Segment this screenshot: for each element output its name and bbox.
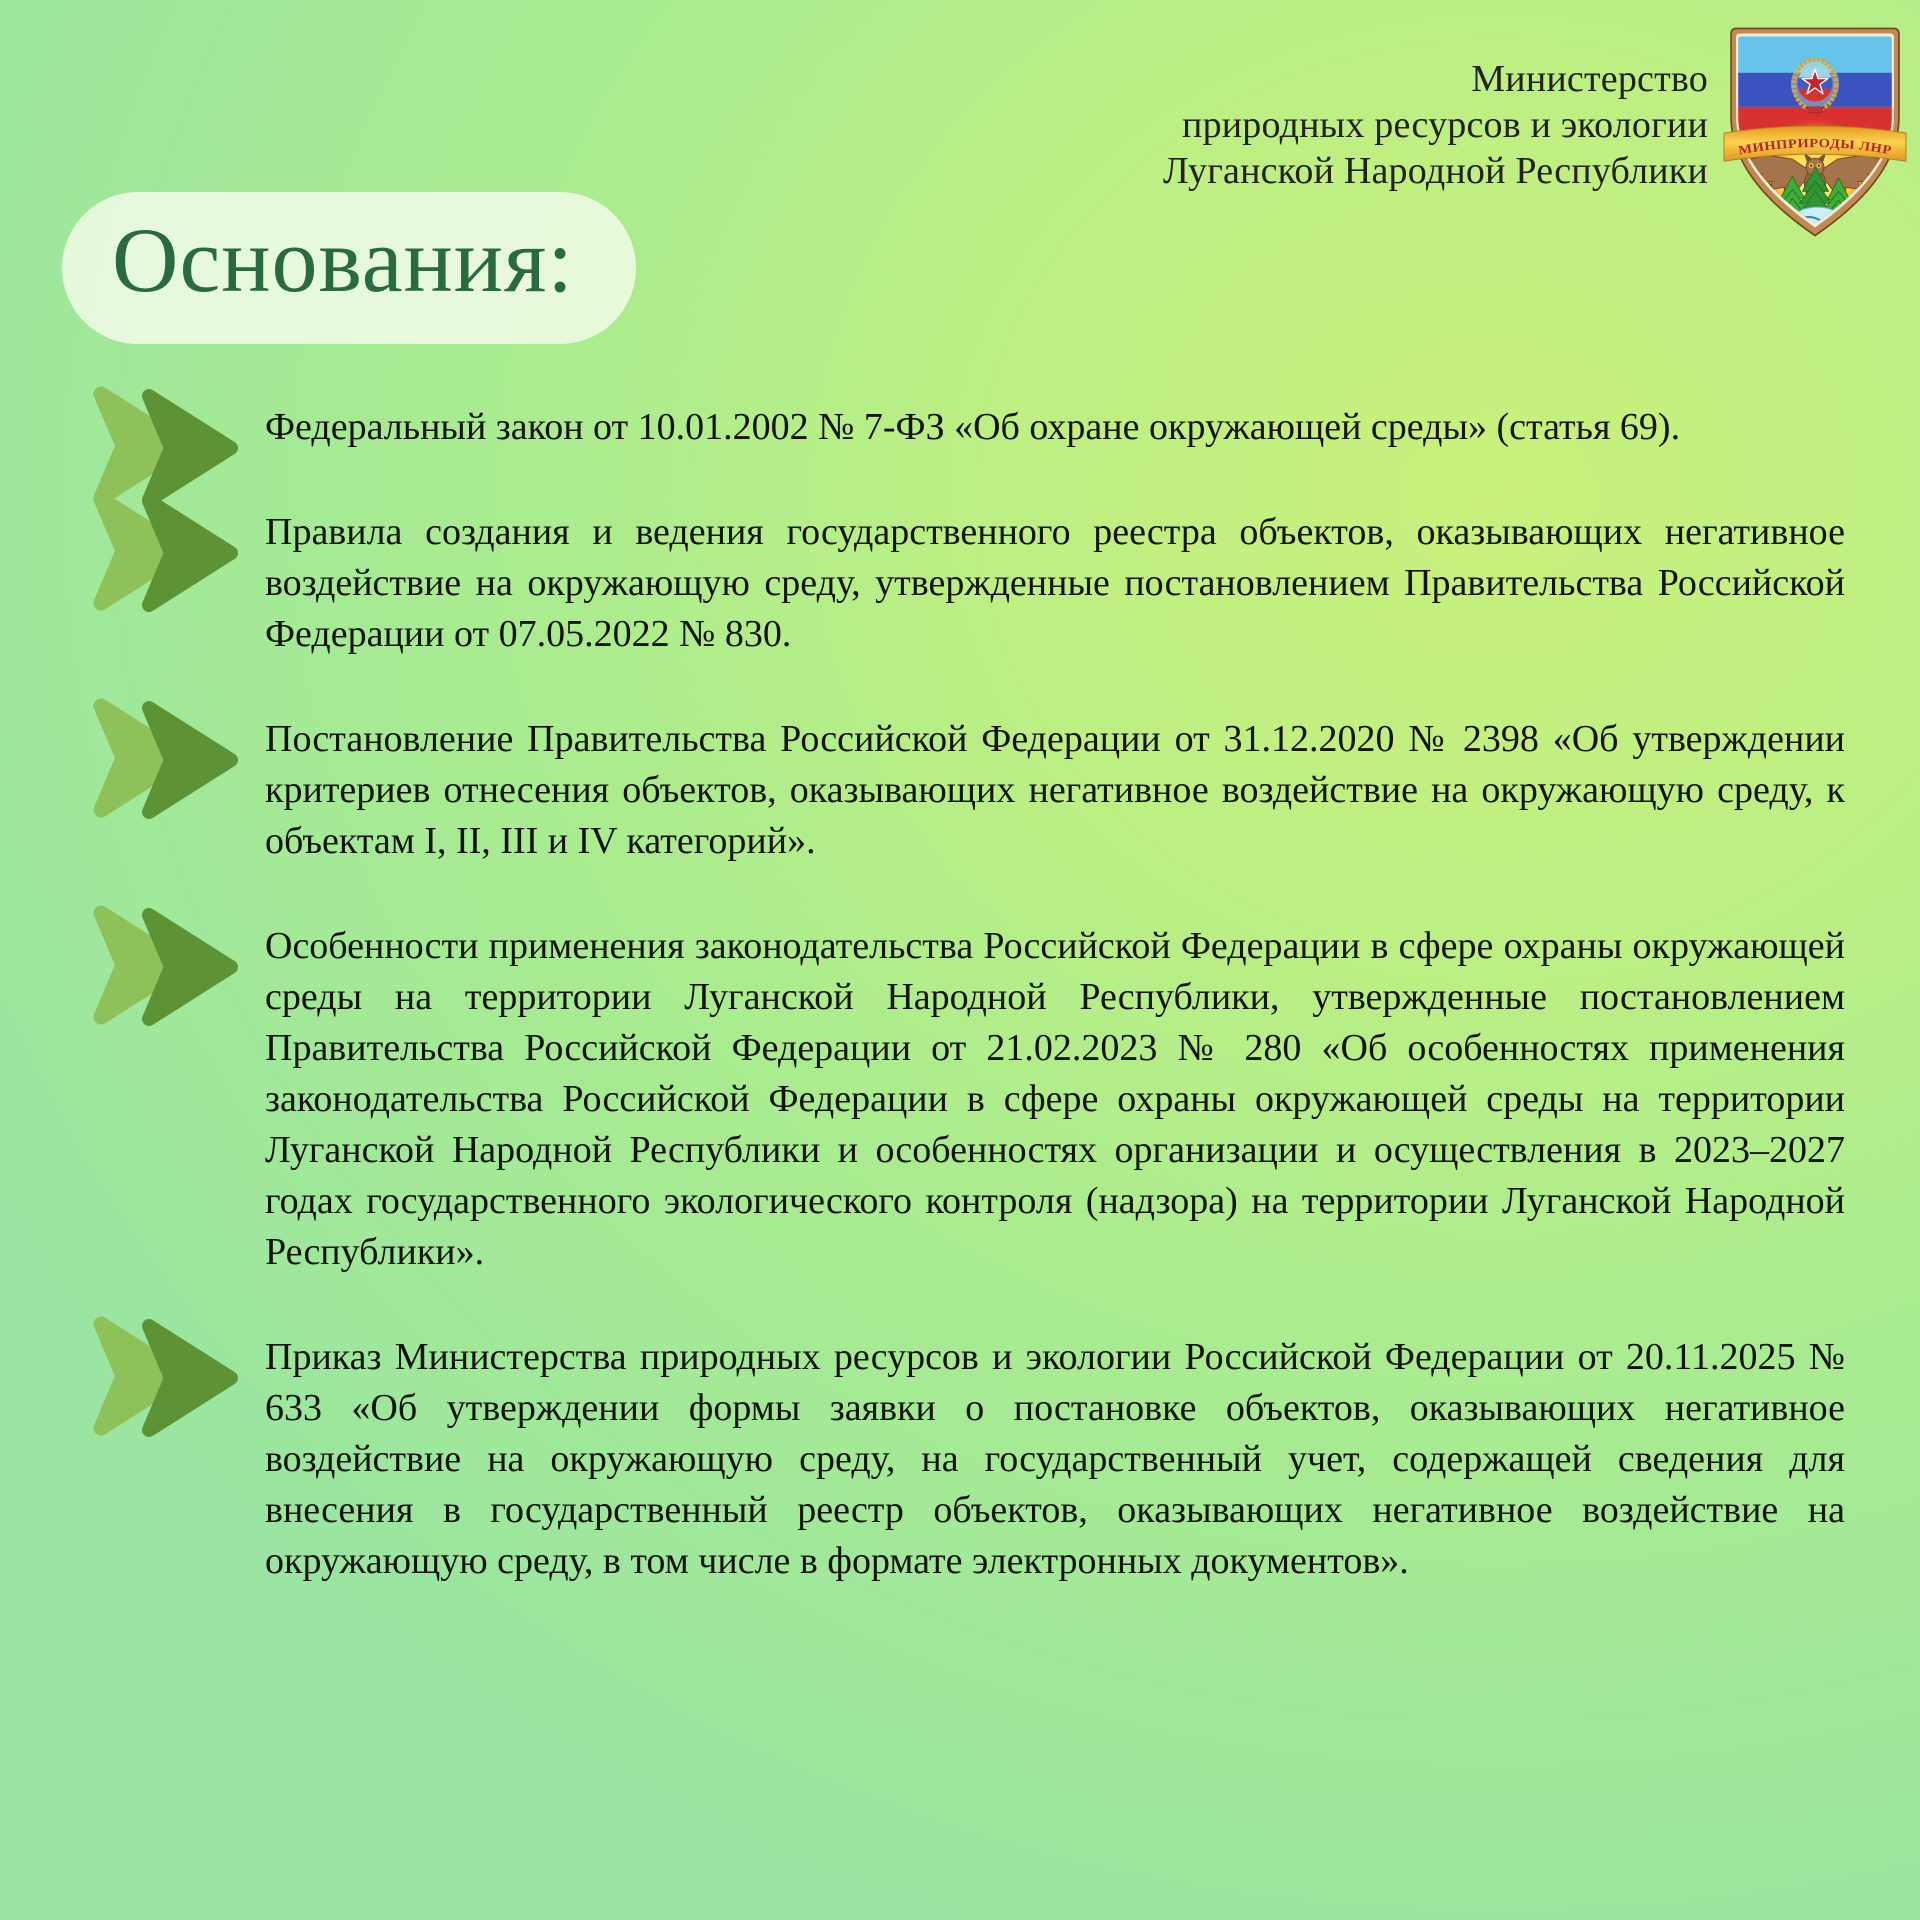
list-item-text: Федеральный закон от 10.01.2002 № 7-ФЗ «Об охране окружающей среды» (статья 69).: [265, 406, 1681, 448]
ministry-name-line3: Луганской Народной Республики: [1163, 150, 1708, 192]
double-chevron-right-icon: [85, 694, 245, 822]
title-pill: [62, 192, 636, 344]
list-item-text: Постановление Правительства Российской Федерации от 31.12.2020 № 2398 «Об утверждении критериев отнесения объектов, оказывающих негативное воздействие на окружающую среду, к объектам I, II, III и IV категорий».: [265, 718, 1845, 862]
grounds-list: [265, 402, 1845, 1641]
list-item: [265, 921, 1845, 1278]
page-title: Основания:: [112, 209, 574, 311]
list-item-text: Особенности применения законодательства Российской Федерации в сфере охраны окружающей среды на территории Луганской Народной Республики, утвержденные постановлением Правительства Российской Федерации от 21.02.2023 № 280 «Об особенностях применения законодательства Российской Федерации в сфере охраны окружающей среды на территории Луганской Народной Республики и особенностях организации и осуществления в 2023–2027 годах государственного экологического контроля (надзора) на территории Луганской Народной Республики».: [265, 925, 1845, 1273]
list-item: [265, 1332, 1845, 1587]
list-item-text: Приказ Министерства природных ресурсов и экологии Российской Федерации от 20.11.2025 № 633 «Об утверждении формы заявки о постановке объектов, оказывающих негативное воздействие на окружающую среду, на государственный учет, содержащей сведения для внесения в государственный реестр объектов, оказывающих негативное воздействие на окружающую среду, в том числе в формате электронных документов».: [265, 1336, 1845, 1582]
list-item: [265, 402, 1845, 453]
emblem-ribbon-text: МИНПРИРОДЫ ЛНР: [1737, 136, 1892, 158]
ministry-name-line2: природных ресурсов и экологии: [1182, 104, 1708, 146]
double-chevron-right-icon: [85, 901, 245, 1029]
list-item: [265, 507, 1845, 660]
ministry-name: [1163, 56, 1708, 194]
list-item: [265, 714, 1845, 867]
list-item-text: Правила создания и ведения государственного реестра объектов, оказывающих негативное воздействие на окружающую среду, утвержденные постановлением Правительства Российской Федерации от 07.05.2022 № 830.: [265, 511, 1845, 655]
ministry-name-line1: Министерство: [1471, 58, 1708, 100]
double-chevron-right-icon: [85, 487, 245, 615]
double-chevron-right-icon: [85, 1312, 245, 1440]
minprirody-lnr-shield-icon: [1722, 20, 1908, 244]
